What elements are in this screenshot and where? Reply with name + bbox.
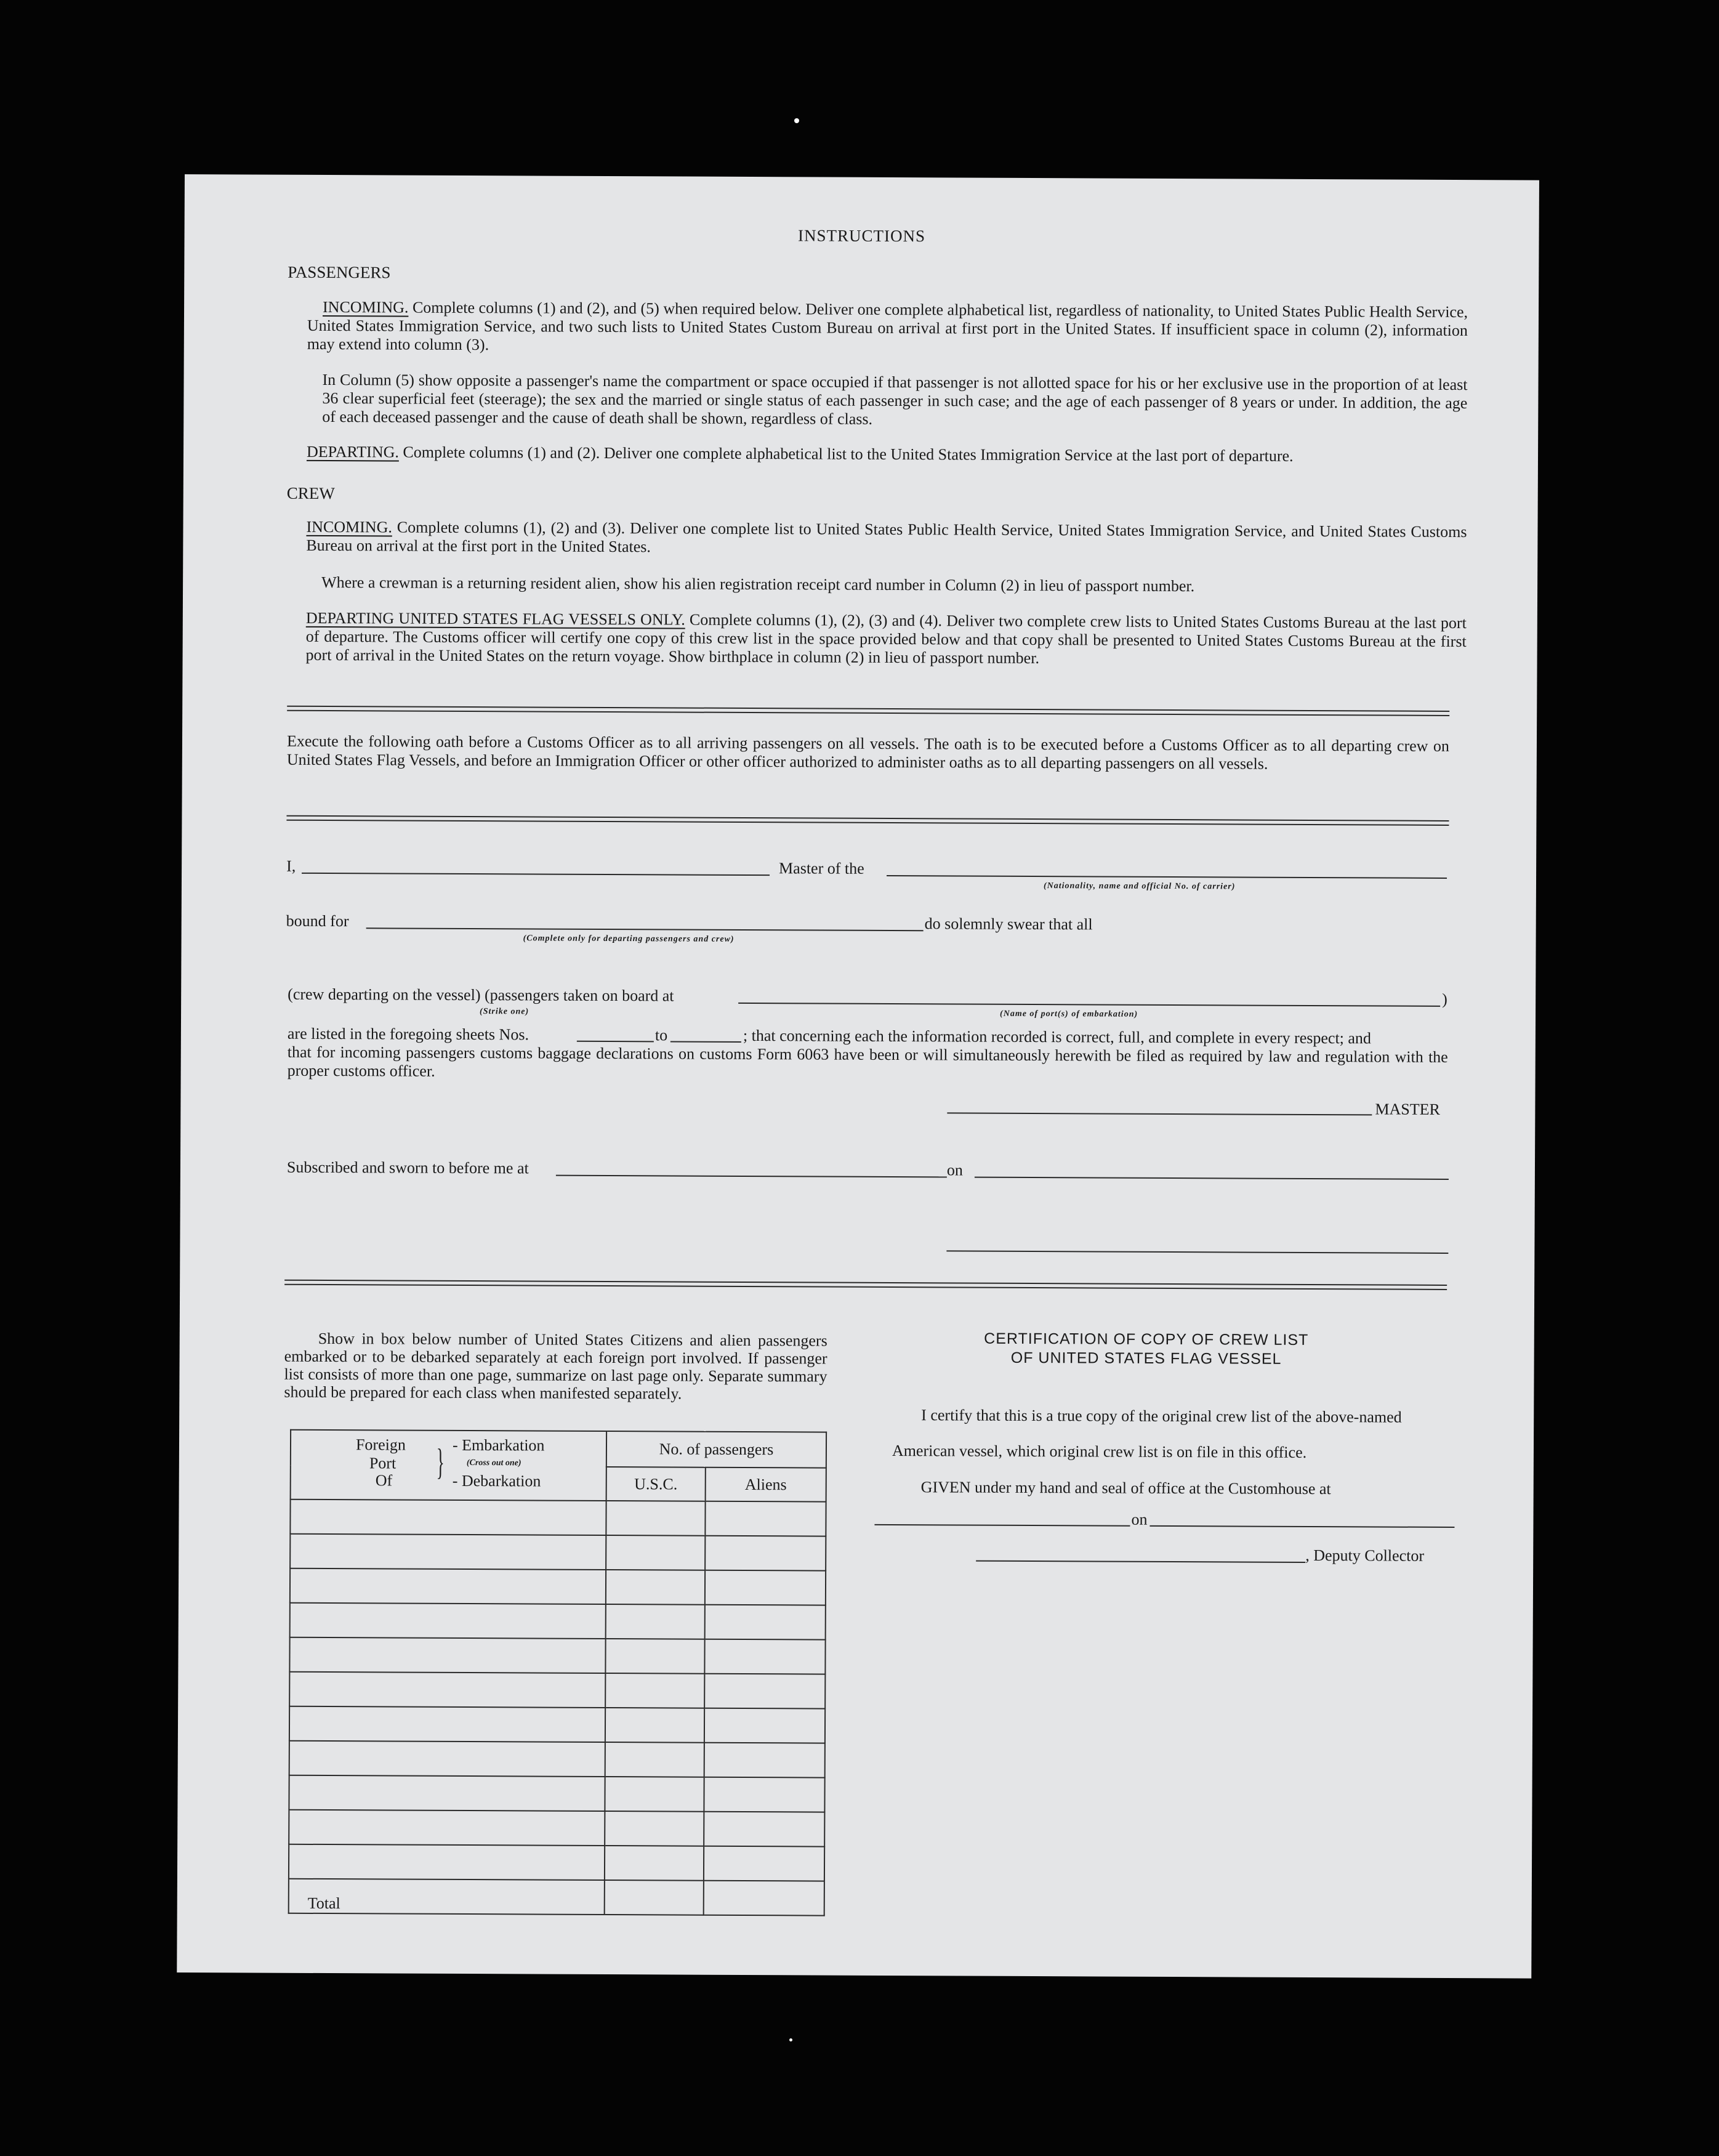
aliens-cell[interactable] — [704, 1743, 825, 1778]
total-usc-cell[interactable] — [605, 1880, 704, 1915]
port-cell[interactable] — [289, 1775, 605, 1811]
crew-incoming-paragraph — [306, 518, 1467, 560]
summary-row — [289, 1706, 825, 1743]
close-paren: ) — [1442, 990, 1447, 1008]
certification-line-3: GIVEN under my hand and seal of office at the Customhouse at — [920, 1478, 1331, 1498]
sheet-from-field[interactable] — [577, 1041, 654, 1043]
passengers-incoming-label: INCOMING. — [322, 297, 409, 317]
passengers-column5-paragraph: In Column (5) show opposite a passenger's name the compartment or space occupied if that passenger is not allotted space for his or her exclusive use in the proportion of at least 36 clear superficial feet (steerage); the sex and the married or single status of each passenger in such case; and the age of each passenger of 8 years or under. In addition, the age of each deceased passenger and the cause of death shall be shown, regardless of class. — [322, 370, 1468, 428]
usc-cell[interactable] — [605, 1639, 704, 1674]
debarkation-label: - Debarkation — [452, 1471, 541, 1490]
ports-caption: (Name of port(s) of embarkation) — [1000, 1009, 1138, 1019]
summary-row — [289, 1741, 825, 1778]
certification-date-field[interactable] — [1149, 1525, 1454, 1528]
passengers-departing-text: Complete columns (1) and (2). Deliver one complete alphabetical list to the United States Immigration Service at the last port of departure. — [403, 443, 1294, 465]
ports-field[interactable] — [738, 1003, 1440, 1007]
page-title: INSTRUCTIONS — [797, 226, 926, 246]
subscribed-place-field[interactable] — [556, 1175, 947, 1178]
aliens-cell[interactable] — [704, 1708, 825, 1743]
summary-row — [290, 1569, 826, 1605]
usc-cell[interactable] — [605, 1673, 704, 1708]
aliens-cell[interactable] — [705, 1501, 826, 1536]
aliens-cell[interactable] — [704, 1812, 824, 1847]
usc-header: U.S.C. — [606, 1467, 706, 1501]
port-cell[interactable] — [289, 1741, 605, 1777]
usc-cell[interactable] — [605, 1742, 704, 1777]
certification-title — [879, 1329, 1414, 1370]
usc-cell[interactable] — [606, 1604, 705, 1639]
total-aliens-cell[interactable] — [704, 1881, 824, 1916]
usc-cell[interactable] — [605, 1846, 704, 1881]
certification-on-label: on — [1131, 1510, 1148, 1528]
i-label: I, — [286, 857, 296, 875]
usc-cell[interactable] — [606, 1570, 705, 1605]
bound-for-field[interactable] — [366, 927, 924, 931]
passengers-incoming-text: Complete columns (1) and (2), and (5) when required below. Deliver one complete alphabetical list, regardless of nationality, to United States Public Health Service, United States Immigration Service, and two such lists to United States Custom Bureau on arrival at first port in the United States. If insufficient space in column (2), information may extend into column (3). — [307, 298, 1468, 354]
master-name-field[interactable] — [302, 873, 770, 876]
usc-cell[interactable] — [605, 1777, 704, 1812]
summary-row — [290, 1534, 826, 1571]
of-label: Of — [375, 1471, 393, 1490]
summary-row — [289, 1637, 825, 1674]
aliens-header: Aliens — [706, 1468, 826, 1502]
port-cell[interactable] — [289, 1706, 605, 1742]
film-speck — [794, 118, 799, 123]
summary-row — [289, 1810, 824, 1847]
crew-departing-text: Complete columns (1), (2), (3) and (4). Deliver two complete crew lists to United States Customs Bureau at the last port of departure. The Customs officer will certify one copy of this crew list in the space provided below and that copy shall be presented to United States Customs Bureau at the first port of arrival in the United States on the return voyage. Show birthplace in column (2) in lieu of passport number. — [305, 610, 1467, 668]
usc-cell[interactable] — [605, 1708, 704, 1743]
form-sheet — [177, 174, 1539, 1979]
cross-out-caption: (Cross out one) — [466, 1458, 521, 1468]
oath-intro: Execute the following oath before a Customs Officer as to all arriving passengers on all vessels. The oath is to be executed before a Customs Officer as to all departing crew on United States Flag Vessels, and before an Immigration Officer or other officer authorized to administer oaths as to all departing passengers on all vessels. — [286, 732, 1450, 773]
certification-title-line-1: CERTIFICATION OF COPY OF CREW LIST — [984, 1330, 1309, 1349]
summary-row — [290, 1500, 826, 1536]
crew-departing-label: (crew departing on the vessel) (passengers taken on board at — [288, 985, 674, 1005]
master-of-the-label: Master of the — [779, 859, 864, 878]
port-cell[interactable] — [290, 1500, 606, 1535]
summary-intro: Show in box below number of United States Citizens and alien passengers embarked or to be debarked separately at each foreign port involved. If passenger list consists of more than one page, summarize on last page only. Separate summary should be prepared for each class when manifested separately. — [284, 1329, 827, 1403]
master-signature-field[interactable] — [947, 1112, 1372, 1115]
usc-cell[interactable] — [605, 1811, 704, 1846]
aliens-cell[interactable] — [705, 1536, 826, 1571]
passengers-departing-label: DEPARTING. — [306, 442, 399, 461]
officer-signature-field[interactable] — [946, 1250, 1448, 1254]
crew-incoming-label: INCOMING. — [306, 517, 392, 536]
aliens-cell[interactable] — [704, 1639, 825, 1674]
crew-departing-label: DEPARTING UNITED STATES FLAG VESSELS ONLY. — [305, 608, 685, 629]
summary-row — [289, 1775, 824, 1812]
to-label: to — [654, 1026, 668, 1044]
port-cell[interactable] — [289, 1672, 605, 1708]
listed-correct-text: ; that concerning each the information recorded is correct, full, and complete in every respect; and — [743, 1026, 1372, 1048]
port-cell[interactable] — [290, 1569, 606, 1604]
divider — [287, 706, 1449, 716]
certification-line-1: I certify that this is a true copy of the original crew list of the above-named — [921, 1406, 1402, 1426]
listed-sheets-label: are listed in the foregoing sheets Nos. — [287, 1024, 529, 1044]
passengers-departing-paragraph — [307, 443, 1467, 466]
listed-line — [287, 1024, 1372, 1048]
crew-heading: CREW — [286, 483, 335, 503]
certification-line-2: American vessel, which original crew list is on file in this office. — [892, 1442, 1307, 1461]
aliens-cell[interactable] — [705, 1570, 826, 1605]
strike-one-caption: (Strike one) — [480, 1007, 529, 1017]
usc-cell[interactable] — [606, 1535, 705, 1570]
certification-title-line-2: OF UNITED STATES FLAG VESSEL — [1010, 1349, 1282, 1368]
total-label: Total — [289, 1879, 605, 1915]
summary-row — [289, 1672, 825, 1709]
crew-departing-paragraph — [306, 609, 1467, 669]
crew-incoming-text: Complete columns (1), (2) and (3). Deliver one complete list to United States Public Health Service, United States Immigration Service, and United States Customs Bureau on arrival at the first port in the United States. — [306, 518, 1467, 556]
divider — [284, 1280, 1447, 1290]
port-cell[interactable] — [289, 1810, 605, 1846]
embarkation-label: - Embarkation — [452, 1435, 545, 1455]
no-passengers-header: No. of passengers — [606, 1431, 826, 1468]
passenger-summary-table — [288, 1429, 827, 1916]
port-cell[interactable] — [289, 1637, 605, 1673]
subscribed-label: Subscribed and sworn to before me at — [286, 1158, 529, 1177]
passengers-incoming-paragraph — [307, 298, 1468, 358]
foreign-port-header — [291, 1430, 606, 1501]
aliens-cell[interactable] — [704, 1846, 824, 1881]
crew-resident-paragraph: Where a crewman is a returning resident alien, show his alien registration receipt card number in Column (2) in lieu of passport number. — [321, 573, 1195, 596]
bound-for-label: bound for — [286, 911, 349, 931]
aliens-cell[interactable] — [705, 1605, 826, 1640]
sheet-to-field[interactable] — [670, 1041, 741, 1043]
carrier-field[interactable] — [887, 875, 1447, 879]
on-label: on — [946, 1161, 964, 1179]
foreign-label: Foreign — [355, 1435, 406, 1454]
brace-icon: } — [436, 1441, 445, 1482]
subscribed-date-field[interactable] — [975, 1177, 1449, 1180]
summary-row — [289, 1844, 824, 1881]
deputy-signature-field[interactable] — [976, 1560, 1305, 1563]
nationality-caption: (Nationality, name and official No. of carrier) — [1043, 881, 1236, 892]
master-label: MASTER — [1375, 1100, 1440, 1118]
aliens-cell[interactable] — [704, 1777, 824, 1812]
port-cell[interactable] — [289, 1844, 605, 1880]
listed-baggage-text: that for incoming passengers customs baggage declarations on customs Form 6063 have been or will simultaneously herewith be filed as required by law and regulation with the proper customs officer. — [287, 1043, 1448, 1080]
usc-cell[interactable] — [606, 1501, 705, 1536]
swear-label: do solemnly swear that all — [924, 914, 1093, 934]
port-label: Port — [369, 1454, 397, 1472]
passengers-heading: PASSENGERS — [288, 262, 391, 282]
aliens-cell[interactable] — [704, 1674, 825, 1709]
port-cell[interactable] — [290, 1534, 606, 1570]
port-cell[interactable] — [290, 1603, 606, 1639]
film-speck — [789, 2038, 792, 2041]
customhouse-field[interactable] — [874, 1524, 1130, 1527]
bound-caption: (Complete only for departing passengers and crew) — [523, 934, 735, 944]
deputy-collector-label: , Deputy Collector — [1305, 1546, 1425, 1565]
summary-row — [290, 1603, 826, 1640]
divider — [286, 815, 1449, 826]
